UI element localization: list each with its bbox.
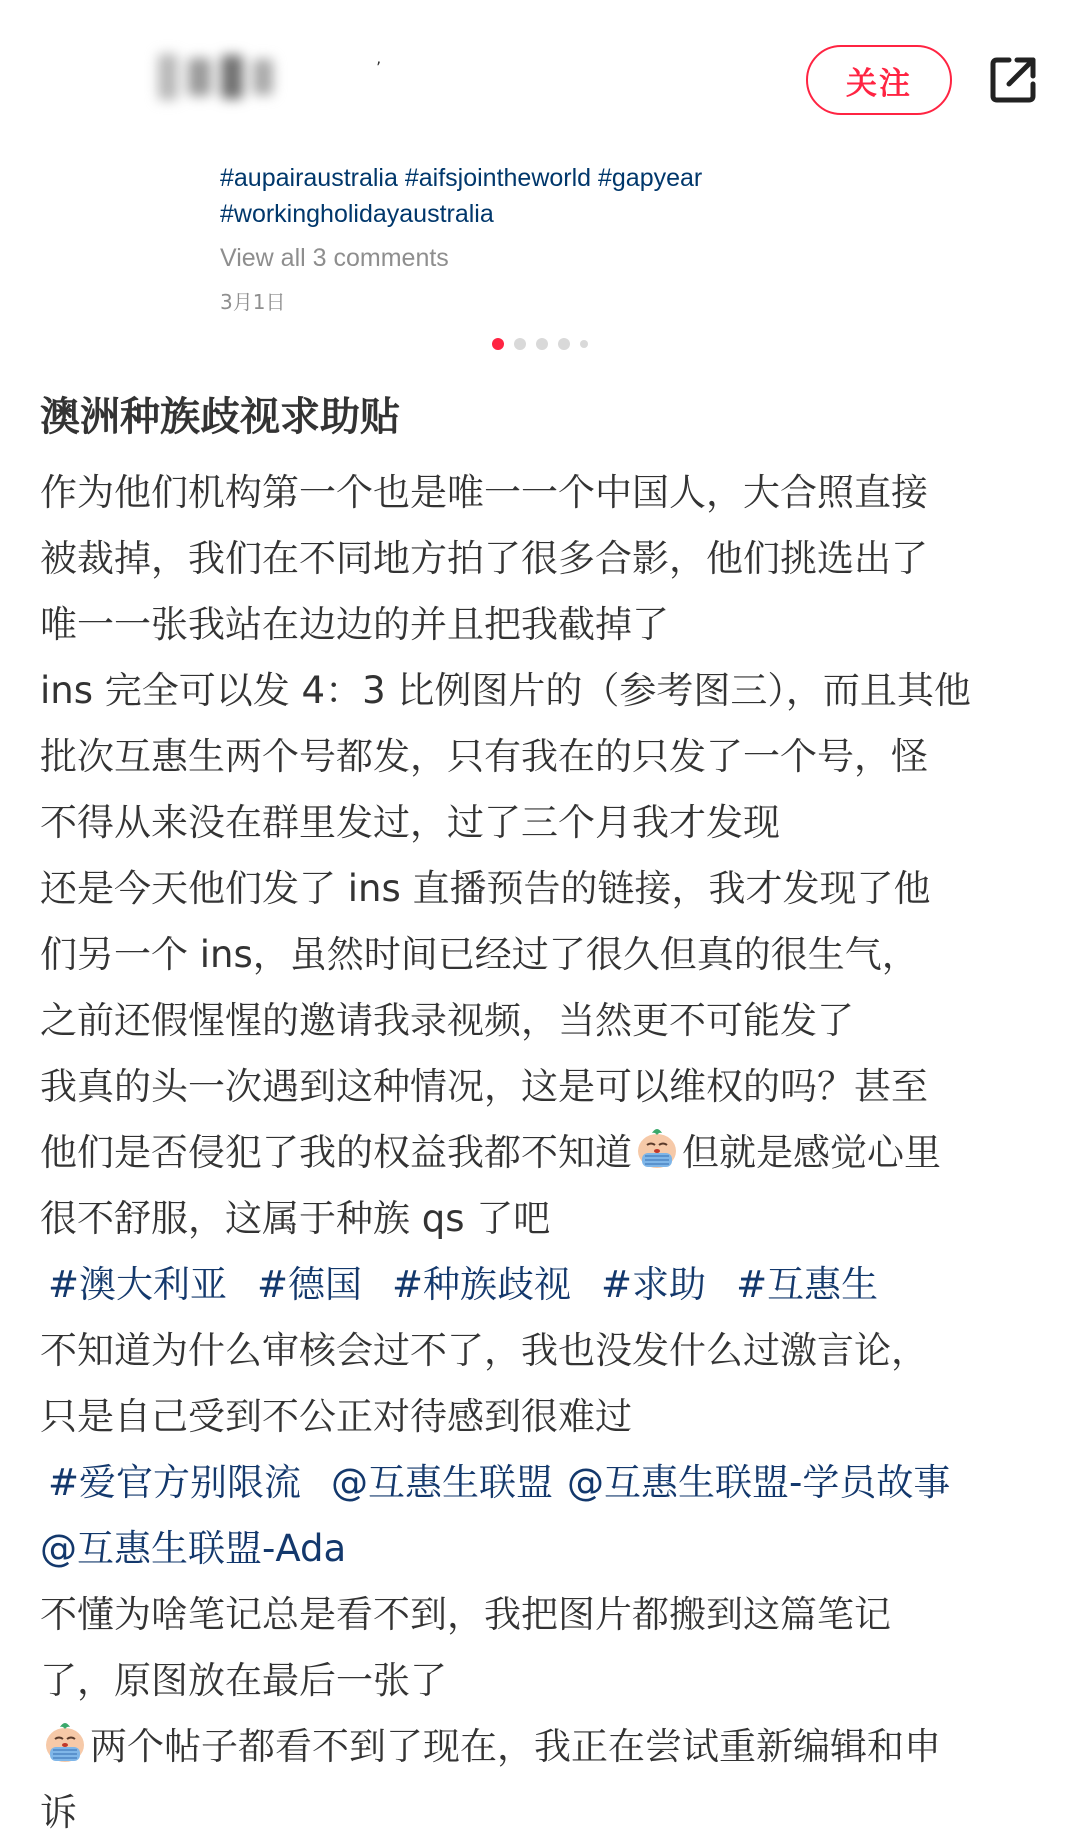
author-name-blurred[interactable] bbox=[158, 48, 273, 106]
mention-link[interactable]: @互惠生联盟-Ada bbox=[40, 1527, 347, 1570]
body-line: 被裁掉，我们在不同地方拍了很多合影，他们挑选出了 bbox=[40, 537, 928, 580]
crying-emoji-icon bbox=[632, 1123, 682, 1173]
body-line-with-emoji bbox=[40, 1714, 1050, 1780]
body-line-with-emoji bbox=[40, 1120, 1050, 1186]
follow-button[interactable]: 关注 bbox=[806, 45, 952, 115]
body-line: 诉 bbox=[40, 1791, 77, 1834]
body-line: 不得从来没在群里发过，过了三个月我才发现 bbox=[40, 801, 780, 844]
body-text: 他们是否侵犯了我的权益我都不知道 bbox=[40, 1131, 632, 1174]
note-image[interactable] bbox=[0, 120, 1080, 325]
mention-row bbox=[40, 1516, 1050, 1582]
body-line: 我真的头一次遇到这种情况，这是可以维权的吗？甚至 bbox=[40, 1065, 928, 1108]
hashtag-link[interactable]: #爱官方别限流 bbox=[48, 1461, 302, 1504]
body-line: 之前还假惺惺的邀请我录视频，当然更不可能发了 bbox=[40, 999, 854, 1042]
carousel-dot-active bbox=[492, 338, 504, 350]
hashtag-link[interactable]: #求助 bbox=[601, 1263, 707, 1306]
mention-link[interactable]: @互惠生联盟-学员故事 bbox=[567, 1461, 951, 1504]
body-line: 还是今天他们发了 ins 直播预告的链接，我才发现了他 bbox=[40, 867, 931, 910]
carousel-dot bbox=[536, 338, 548, 350]
note-title: 澳洲种族歧视求助贴 bbox=[40, 394, 400, 440]
hashtag-link[interactable]: #澳大利亚 bbox=[48, 1263, 228, 1306]
body-line: ins 完全可以发 4：3 比例图片的（参考图三），而且其他 bbox=[40, 669, 971, 712]
body-line: 作为他们机构第一个也是唯一一个中国人，大合照直接 bbox=[40, 471, 928, 514]
body-line: 了，原图放在最后一张了 bbox=[40, 1659, 447, 1702]
image-post-date: 3月1日 bbox=[220, 290, 286, 314]
body-line: 批次互惠生两个号都发，只有我在的只发了一个号，怪 bbox=[40, 735, 928, 778]
view-all-comments-text: View all 3 comments bbox=[220, 244, 449, 272]
note-header bbox=[0, 0, 1080, 150]
body-line: 们另一个 ins，虽然时间已经过了很久但真的很生气， bbox=[40, 933, 919, 976]
carousel-indicator bbox=[0, 338, 1080, 350]
author-mark: ’ bbox=[376, 58, 382, 77]
hashtag-link[interactable]: #德国 bbox=[257, 1263, 363, 1306]
body-text: 两个帖子都看不到了现在，我正在尝试重新编辑和申 bbox=[90, 1725, 941, 1768]
body-line: 只是自己受到不公正对待感到很难过 bbox=[40, 1395, 632, 1438]
body-line: 很不舒服，这属于种族 qs 了吧 bbox=[40, 1197, 551, 1240]
hashtag-link[interactable]: #种族歧视 bbox=[392, 1263, 572, 1306]
body-line: 不知道为什么审核会过不了，我也没发什么过激言论， bbox=[40, 1329, 928, 1372]
hashtag-mention-row bbox=[40, 1450, 1050, 1516]
share-icon[interactable] bbox=[985, 52, 1041, 108]
body-line: 唯一一张我站在边边的并且把我截掉了 bbox=[40, 603, 669, 646]
body-line: 不懂为啥笔记总是看不到，我把图片都搬到这篇笔记 bbox=[40, 1593, 891, 1636]
image-hashtag-line: #workingholidayaustralia bbox=[220, 200, 494, 228]
image-hashtag-line: #aupairaustralia #aifsjointheworld #gapyear bbox=[220, 164, 703, 192]
carousel-dot bbox=[514, 338, 526, 350]
body-text: 但就是感觉心里 bbox=[682, 1131, 941, 1174]
carousel-dot bbox=[558, 338, 570, 350]
note-body bbox=[40, 460, 1050, 1846]
crying-emoji-icon bbox=[40, 1717, 90, 1767]
image-hashtags bbox=[220, 160, 702, 232]
carousel-dot bbox=[580, 340, 588, 348]
hashtag-link[interactable]: #互惠生 bbox=[736, 1263, 879, 1306]
hashtag-row bbox=[40, 1252, 1050, 1318]
mention-link[interactable]: @互惠生联盟 bbox=[331, 1461, 554, 1504]
